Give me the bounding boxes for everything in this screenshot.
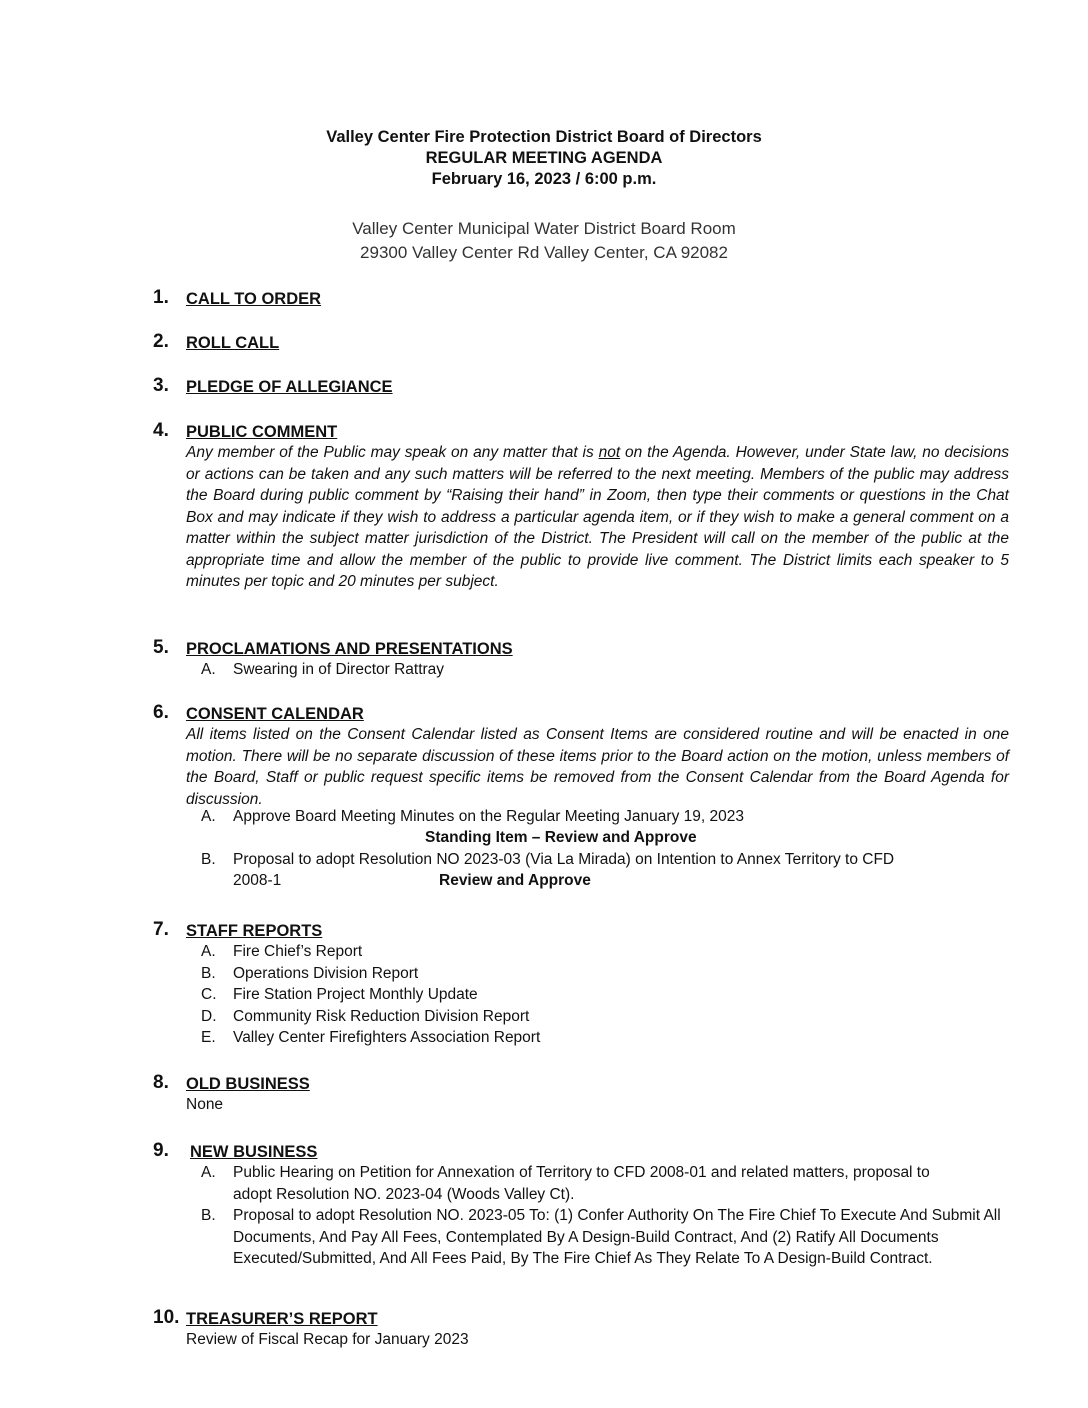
sub-item-label: B. [201,851,216,868]
district-title: Valley Center Fire Protection District Board of Directors [326,128,762,146]
sub-item-text: Fire Chief’s Report [233,943,363,960]
sub-item-label: C. [201,986,217,1003]
meeting-location [0,217,1088,265]
item-heading: STAFF REPORTS [186,922,323,940]
item-number: 7. [153,919,169,940]
sub-item-label: B. [201,965,216,982]
location-address: 29300 Valley Center Rd Valley Center, CA 92082 [360,243,728,262]
sub-item-text: Proposal to adopt Resolution NO 2023-03 (Via La Mirada) on Intention to Annex Territory to CFD [233,851,895,868]
sub-item-label: A. [201,808,216,825]
sub-item-label: D. [201,1008,217,1025]
item-heading: ROLL CALL [186,334,280,352]
sub-item-text: 2008-1 [233,872,282,889]
item-number: 2. [153,331,169,352]
location-room: Valley Center Municipal Water District Board Room [352,219,736,238]
item-heading: OLD BUSINESS [186,1075,310,1093]
sub-item-label: B. [201,1207,216,1224]
sub-item-label: A. [201,661,216,678]
meeting-date: February 16, 2023 / 6:00 p.m. [431,170,657,188]
sub-item-text: Fire Station Project Monthly Update [233,986,478,1003]
item-text: None [186,1096,224,1113]
sub-item-text: Operations Division Report [233,965,419,982]
sub-item-action: Standing Item – Review and Approve [425,829,697,846]
sub-item-text: Approve Board Meeting Minutes on the Regular Meeting January 19, 2023 [233,808,744,825]
sub-item-text: Valley Center Firefighters Association Report [233,1029,541,1046]
sub-item-action: Review and Approve [439,872,591,889]
meeting-type: REGULAR MEETING AGENDA [425,149,663,167]
public-comment-text-part: on the Agenda. However, under State law, no decisions or actions can be taken and any such matters will be referred to the next meeting. Members of the public may address the Board during public comment by “Raising their hand” in Zoom, then type their comments or questions in the Chat Box and may indicate if they wish to address a particular agenda item, or if they wish to make a general comment on a matter within the subject matter jurisdiction of the District. The President will call on the member of the public at the appropriate time and allow the member of the public to provide live comment. The District limits each speaker to 5 minutes per topic and 20 minutes per subject. [186,444,1009,590]
item-text: Review of Fiscal Recap for January 2023 [186,1331,469,1348]
public-comment-text-part: Any member of the Public may speak on any matter that is [186,444,599,461]
item-number: 3. [153,375,169,396]
public-comment-emphasis: not [598,444,621,461]
agenda-header [0,127,1088,190]
sub-item-label: A. [201,1164,216,1181]
sub-item-text: Swearing in of Director Rattray [233,661,445,678]
item-heading: CONSENT CALENDAR [186,705,364,723]
sub-item-text: Public Hearing on Petition for Annexation of Territory to CFD 2008-01 and related matters, proposal to adopt Resolution NO. 2023-04 (Woods Valley Ct). [233,1164,930,1203]
public-comment-text [186,442,1009,593]
item-heading: PUBLIC COMMENT [186,423,338,441]
item-number: 8. [153,1072,169,1093]
item-number: 1. [153,287,169,308]
item-number: 10. [153,1307,180,1328]
sub-item-label: E. [201,1029,216,1046]
item-heading: PROCLAMATIONS AND PRESENTATIONS [186,640,513,658]
item-number: 6. [153,702,169,723]
item-heading: CALL TO ORDER [186,290,322,308]
consent-calendar-text: All items listed on the Consent Calendar listed as Consent Items are considered routine and will be enacted in one motion. There will be no separate discussion of these items prior to the Board action on the motion, unless members of the Board, Staff or public request specific items be removed from the Consent Calendar from the Board Agenda for discussion. [186,726,1009,808]
item-number: 4. [153,420,169,441]
item-number: 9. [153,1140,169,1161]
sub-item-label: A. [201,943,216,960]
item-heading: PLEDGE OF ALLEGIANCE [186,378,393,396]
sub-item-text: Community Risk Reduction Division Report [233,1008,530,1025]
item-heading: TREASURER’S REPORT [186,1310,378,1328]
sub-item-text: Proposal to adopt Resolution NO. 2023-05 To: (1) Confer Authority On The Fire Chief To Execute And Submit All Documents, And Pay All Fees, Contemplated By A Design-Build Contract, And (2) Ratify All Documents Executed/Submitted, And All Fees Paid, By The Fire Chief As They Relate To A Design-Build Contract. [233,1207,1001,1267]
item-heading: NEW BUSINESS [190,1143,318,1161]
item-number: 5. [153,637,169,658]
